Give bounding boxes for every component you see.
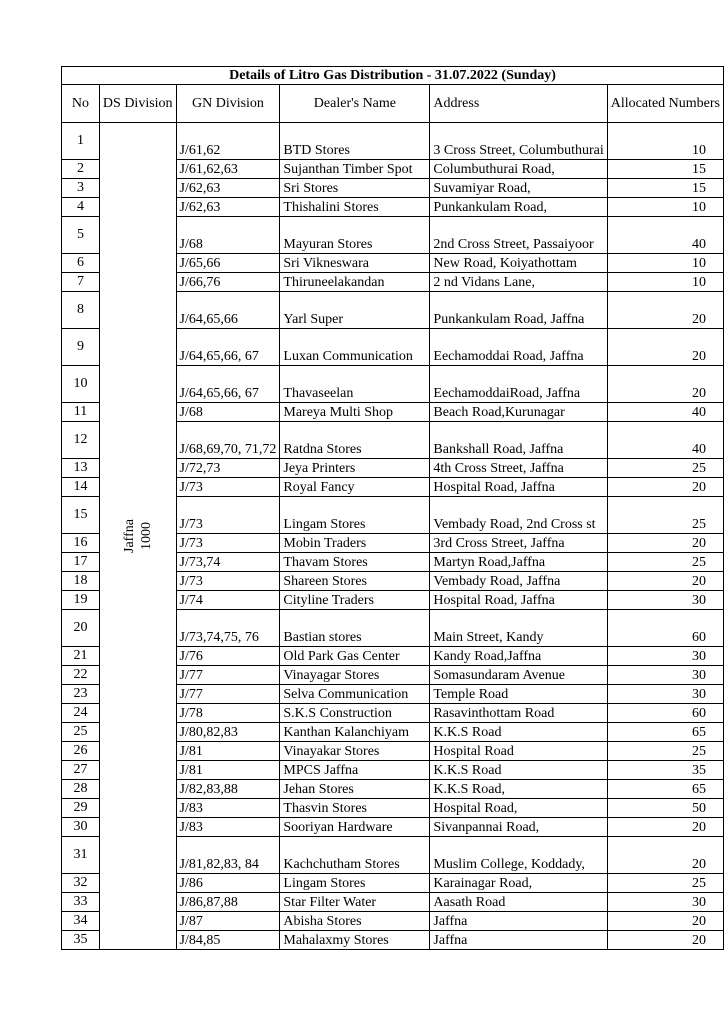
row-number: 8 xyxy=(62,292,100,329)
dealer-name: Old Park Gas Center xyxy=(280,647,430,666)
allocated-numbers: 60 xyxy=(607,704,723,723)
row-number: 4 xyxy=(62,198,100,217)
dealer-address: Martyn Road,Jaffna xyxy=(430,553,607,572)
gn-division: J/61,62,63 xyxy=(176,160,280,179)
allocated-numbers: 20 xyxy=(607,329,723,366)
gn-division: J/65,66 xyxy=(176,254,280,273)
allocated-numbers: 65 xyxy=(607,723,723,742)
dealer-address: Vembady Road, 2nd Cross st xyxy=(430,497,607,534)
row-number: 32 xyxy=(62,874,100,893)
gn-division: J/84,85 xyxy=(176,931,280,950)
allocated-numbers: 10 xyxy=(607,198,723,217)
row-number: 15 xyxy=(62,497,100,534)
column-header-ds-division: DS Division xyxy=(99,85,176,123)
dealer-address: Vembady Road, Jaffna xyxy=(430,572,607,591)
allocated-numbers: 25 xyxy=(607,459,723,478)
table-body xyxy=(62,123,724,950)
allocated-numbers: 25 xyxy=(607,553,723,572)
dealer-address: EechamoddaiRoad, Jaffna xyxy=(430,366,607,403)
column-header-dealer-name: Dealer's Name xyxy=(280,85,430,123)
gn-division: J/73 xyxy=(176,534,280,553)
dealer-name: Selva Communication xyxy=(280,685,430,704)
gn-division: J/73 xyxy=(176,497,280,534)
row-number: 24 xyxy=(62,704,100,723)
ds-division-name: Jaffna xyxy=(121,519,137,553)
column-header-address: Address xyxy=(430,85,607,123)
gn-division: J/72,73 xyxy=(176,459,280,478)
gn-division: J/87 xyxy=(176,912,280,931)
allocated-numbers: 20 xyxy=(607,366,723,403)
allocated-numbers: 30 xyxy=(607,893,723,912)
allocated-numbers: 20 xyxy=(607,292,723,329)
allocated-numbers: 65 xyxy=(607,780,723,799)
dealer-address: Beach Road,Kurunagar xyxy=(430,403,607,422)
dealer-name: Sooriyan Hardware xyxy=(280,818,430,837)
dealer-address: Jaffna xyxy=(430,912,607,931)
row-number: 12 xyxy=(62,422,100,459)
row-number: 6 xyxy=(62,254,100,273)
gn-division: J/73 xyxy=(176,572,280,591)
row-number: 23 xyxy=(62,685,100,704)
dealer-name: Mareya Multi Shop xyxy=(280,403,430,422)
allocated-numbers: 20 xyxy=(607,912,723,931)
row-number: 31 xyxy=(62,837,100,874)
dealer-address: Somasundaram Avenue xyxy=(430,666,607,685)
row-number: 33 xyxy=(62,893,100,912)
row-number: 14 xyxy=(62,478,100,497)
column-header-no: No xyxy=(62,85,100,123)
dealer-address: Kandy Road,Jaffna xyxy=(430,647,607,666)
dealer-address: Hospital Road, Jaffna xyxy=(430,591,607,610)
allocated-numbers: 35 xyxy=(607,761,723,780)
allocated-numbers: 20 xyxy=(607,818,723,837)
gn-division: J/61,62 xyxy=(176,123,280,160)
dealer-name: Sujanthan Timber Spot xyxy=(280,160,430,179)
row-number: 19 xyxy=(62,591,100,610)
dealer-name: Kachchutham Stores xyxy=(280,837,430,874)
dealer-name: Lingam Stores xyxy=(280,497,430,534)
dealer-name: BTD Stores xyxy=(280,123,430,160)
allocated-numbers: 20 xyxy=(607,478,723,497)
row-number: 34 xyxy=(62,912,100,931)
row-number: 2 xyxy=(62,160,100,179)
gn-division: J/73 xyxy=(176,478,280,497)
dealer-address: K.K.S Road, xyxy=(430,780,607,799)
dealer-address: Bankshall Road, Jaffna xyxy=(430,422,607,459)
dealer-name: Lingam Stores xyxy=(280,874,430,893)
row-number: 17 xyxy=(62,553,100,572)
dealer-name: Thasvin Stores xyxy=(280,799,430,818)
ds-division-count: 1000 xyxy=(138,522,154,551)
gn-division: J/66,76 xyxy=(176,273,280,292)
dealer-address: K.K.S Road xyxy=(430,723,607,742)
row-number: 11 xyxy=(62,403,100,422)
dealer-name: Royal Fancy xyxy=(280,478,430,497)
row-number: 3 xyxy=(62,179,100,198)
dealer-name: Shareen Stores xyxy=(280,572,430,591)
dealer-name: MPCS Jaffna xyxy=(280,761,430,780)
dealer-name: Vinayagar Stores xyxy=(280,666,430,685)
column-header-gn-division: GN Division xyxy=(176,85,280,123)
dealer-name: Mobin Traders xyxy=(280,534,430,553)
column-header-allocated-numbers: Allocated Numbers xyxy=(607,85,723,123)
dealer-name: Thavaseelan xyxy=(280,366,430,403)
gn-division: J/62,63 xyxy=(176,179,280,198)
allocated-numbers: 15 xyxy=(607,179,723,198)
allocated-numbers: 40 xyxy=(607,403,723,422)
dealer-address: Temple Road xyxy=(430,685,607,704)
row-number: 26 xyxy=(62,742,100,761)
dealer-address: Main Street, Kandy xyxy=(430,610,607,647)
dealer-name: Ratdna Stores xyxy=(280,422,430,459)
dealer-address: Hospital Road xyxy=(430,742,607,761)
allocated-numbers: 20 xyxy=(607,572,723,591)
dealer-name: Cityline Traders xyxy=(280,591,430,610)
gn-division: J/68,69,70, 71,72 xyxy=(176,422,280,459)
dealer-address: Punkankulam Road, Jaffna xyxy=(430,292,607,329)
allocated-numbers: 25 xyxy=(607,497,723,534)
dealer-name: Yarl Super xyxy=(280,292,430,329)
dealer-address: Aasath Road xyxy=(430,893,607,912)
dealer-name: Kanthan Kalanchiyam xyxy=(280,723,430,742)
allocated-numbers: 15 xyxy=(607,160,723,179)
allocated-numbers: 60 xyxy=(607,610,723,647)
allocated-numbers: 30 xyxy=(607,685,723,704)
dealer-name: Sri Vikneswara xyxy=(280,254,430,273)
allocated-numbers: 40 xyxy=(607,217,723,254)
row-number: 28 xyxy=(62,780,100,799)
row-number: 13 xyxy=(62,459,100,478)
dealer-address: Punkankulam Road, xyxy=(430,198,607,217)
dealer-address: Rasavinthottam Road xyxy=(430,704,607,723)
dealer-name: Star Filter Water xyxy=(280,893,430,912)
row-number: 25 xyxy=(62,723,100,742)
dealer-address: K.K.S Road xyxy=(430,761,607,780)
dealer-name: Abisha Stores xyxy=(280,912,430,931)
allocated-numbers: 30 xyxy=(607,591,723,610)
gn-division: J/77 xyxy=(176,685,280,704)
dealer-address: Hospital Road, xyxy=(430,799,607,818)
dealer-name: S.K.S Construction xyxy=(280,704,430,723)
gn-division: J/86 xyxy=(176,874,280,893)
row-number: 30 xyxy=(62,818,100,837)
gn-division: J/73,74 xyxy=(176,553,280,572)
dealer-address: Muslim College, Koddady, xyxy=(430,837,607,874)
allocated-numbers: 10 xyxy=(607,123,723,160)
gn-division: J/73,74,75, 76 xyxy=(176,610,280,647)
gn-division: J/86,87,88 xyxy=(176,893,280,912)
row-number: 29 xyxy=(62,799,100,818)
allocated-numbers: 40 xyxy=(607,422,723,459)
dealer-address: 4th Cross Street, Jaffna xyxy=(430,459,607,478)
dealer-address: New Road, Koiyathottam xyxy=(430,254,607,273)
dealer-address: 2nd Cross Street, Passaiyoor xyxy=(430,217,607,254)
allocated-numbers: 25 xyxy=(607,742,723,761)
table-title: Details of Litro Gas Distribution - 31.07.2022 (Sunday) xyxy=(62,67,724,85)
allocated-numbers: 30 xyxy=(607,666,723,685)
dealer-name: Mahalaxmy Stores xyxy=(280,931,430,950)
dealer-address: 3 Cross Street, Columbuthurai xyxy=(430,123,607,160)
row-number: 21 xyxy=(62,647,100,666)
gn-division: J/77 xyxy=(176,666,280,685)
dealer-name: Thiruneelakandan xyxy=(280,273,430,292)
allocated-numbers: 20 xyxy=(607,931,723,950)
gn-division: J/68 xyxy=(176,217,280,254)
gn-division: J/81 xyxy=(176,742,280,761)
row-number: 20 xyxy=(62,610,100,647)
gn-division: J/64,65,66 xyxy=(176,292,280,329)
row-number: 1 xyxy=(62,123,100,160)
row-number: 16 xyxy=(62,534,100,553)
dealer-address: Jaffna xyxy=(430,931,607,950)
gn-division: J/81 xyxy=(176,761,280,780)
gn-division: J/64,65,66, 67 xyxy=(176,329,280,366)
gn-division: J/83 xyxy=(176,799,280,818)
row-number: 18 xyxy=(62,572,100,591)
row-number: 22 xyxy=(62,666,100,685)
allocated-numbers: 10 xyxy=(607,273,723,292)
gn-division: J/82,83,88 xyxy=(176,780,280,799)
gn-division: J/81,82,83, 84 xyxy=(176,837,280,874)
gn-division: J/78 xyxy=(176,704,280,723)
dealer-name: Bastian stores xyxy=(280,610,430,647)
gn-division: J/80,82,83 xyxy=(176,723,280,742)
table-row xyxy=(62,123,724,160)
dealer-name: Vinayakar Stores xyxy=(280,742,430,761)
dealer-address: Karainagar Road, xyxy=(430,874,607,893)
allocated-numbers: 50 xyxy=(607,799,723,818)
dealer-address: Suvamiyar Road, xyxy=(430,179,607,198)
dealer-name: Luxan Communication xyxy=(280,329,430,366)
row-number: 10 xyxy=(62,366,100,403)
dealer-address: Eechamoddai Road, Jaffna xyxy=(430,329,607,366)
row-number: 35 xyxy=(62,931,100,950)
dealer-address: 2 nd Vidans Lane, xyxy=(430,273,607,292)
dealer-address: Columbuthurai Road, xyxy=(430,160,607,179)
dealer-name: Thavam Stores xyxy=(280,553,430,572)
row-number: 9 xyxy=(62,329,100,366)
allocated-numbers: 10 xyxy=(607,254,723,273)
gas-distribution-table xyxy=(61,66,724,950)
allocated-numbers: 30 xyxy=(607,647,723,666)
gn-division: J/68 xyxy=(176,403,280,422)
row-number: 27 xyxy=(62,761,100,780)
dealer-name: Jehan Stores xyxy=(280,780,430,799)
dealer-name: Sri Stores xyxy=(280,179,430,198)
dealer-name: Jeya Printers xyxy=(280,459,430,478)
ds-division-label xyxy=(121,519,155,553)
allocated-numbers: 20 xyxy=(607,534,723,553)
gn-division: J/76 xyxy=(176,647,280,666)
row-number: 5 xyxy=(62,217,100,254)
dealer-name: Mayuran Stores xyxy=(280,217,430,254)
allocated-numbers: 20 xyxy=(607,837,723,874)
gn-division: J/74 xyxy=(176,591,280,610)
ds-division-cell xyxy=(99,123,176,950)
gn-division: J/83 xyxy=(176,818,280,837)
dealer-address: Sivanpannai Road, xyxy=(430,818,607,837)
dealer-address: Hospital Road, Jaffna xyxy=(430,478,607,497)
dealer-address: 3rd Cross Street, Jaffna xyxy=(430,534,607,553)
gn-division: J/62,63 xyxy=(176,198,280,217)
dealer-name: Thishalini Stores xyxy=(280,198,430,217)
allocated-numbers: 25 xyxy=(607,874,723,893)
gn-division: J/64,65,66, 67 xyxy=(176,366,280,403)
row-number: 7 xyxy=(62,273,100,292)
